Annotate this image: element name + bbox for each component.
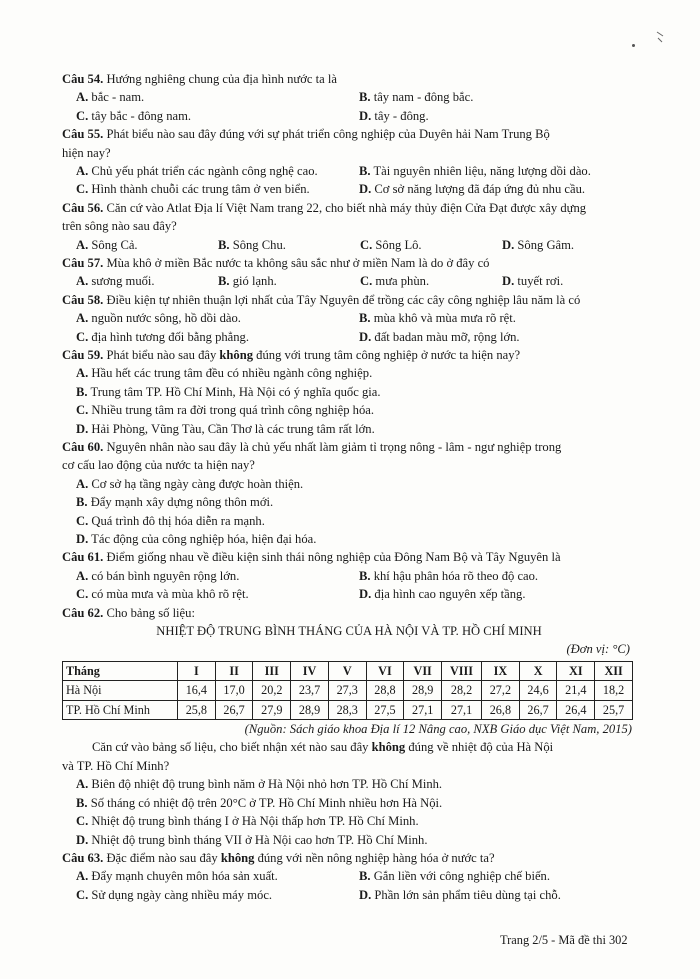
option-c[interactable]: C. Quá trình đô thị hóa diễn ra mạnh.	[76, 513, 265, 528]
options-row	[62, 886, 636, 904]
exam-page	[62, 70, 636, 904]
option-b[interactable]: B. khí hậu phân hóa rõ theo độ cao.	[359, 568, 539, 583]
question-stem: Nguyên nhân nào sau đây là chủ yếu nhất làm giảm tỉ trọng nông - lâm - ngư nghiệp trong	[103, 440, 562, 454]
row-label: TP. Hồ Chí Minh	[63, 700, 178, 719]
option-d[interactable]: D. tuyết rơi.	[502, 274, 564, 289]
option-d[interactable]: D. tây - đông.	[359, 108, 429, 123]
question-54	[62, 70, 636, 88]
table-header-row	[63, 661, 633, 680]
option-b[interactable]: B. Tài nguyên nhiên liệu, năng lượng dồi dào.	[359, 164, 591, 178]
question-stem: Hướng nghiêng chung của địa hình nước ta là	[103, 72, 337, 86]
keyword-not: không	[220, 850, 255, 865]
table-cell: 26,8	[482, 700, 520, 719]
option-d[interactable]: D. địa hình cao nguyên xếp tầng.	[359, 587, 526, 602]
keyword-not: không	[371, 740, 406, 755]
header-cell: V	[328, 661, 366, 680]
question-stem: Căn cứ vào Atlat Địa lí Việt Nam trang 22, cho biết nhà máy thủy điện Cửa Đạt được xây dựng	[103, 200, 587, 215]
question-61	[62, 548, 636, 566]
question-ask: Căn cứ vào bảng số liệu, cho biết nhận xét nào sau đây không đúng về nhiệt độ của Hà Nội	[92, 740, 554, 755]
question-56	[62, 199, 636, 217]
question-number: Câu 58.	[62, 292, 104, 307]
question-number: Câu 55.	[62, 127, 104, 142]
option-b[interactable]: B. Trung tâm TP. Hồ Chí Minh, Hà Nội có ý nghĩa quốc gia.	[76, 384, 381, 399]
option-a[interactable]: A. nguồn nước sông, hồ dồi dào.	[76, 311, 241, 326]
options-row	[62, 107, 636, 125]
option-c[interactable]: C. địa hình tương đối bằng phẳng.	[76, 329, 249, 344]
options-row	[62, 867, 636, 885]
question-stem: Điều kiện tự nhiên thuận lợi nhất của Tây Nguyên để trồng các cây công nghiệp lâu năm là có	[103, 292, 581, 307]
header-cell: III	[253, 661, 291, 680]
option-d[interactable]: D. Sông Gâm.	[502, 237, 575, 252]
option-c[interactable]: C. có mùa mưa và mùa khô rõ rệt.	[76, 587, 249, 602]
option-d[interactable]: D. đất badan màu mỡ, rộng lớn.	[359, 329, 520, 344]
question-number: Câu 57.	[62, 255, 104, 270]
option-d[interactable]: D. Hải Phòng, Vũng Tàu, Cần Thơ là các trung tâm rất lớn.	[76, 421, 375, 436]
options-row	[62, 180, 636, 198]
question-stem-cont: hiện nay?	[62, 145, 111, 160]
table-cell: 16,4	[178, 681, 216, 700]
option-a[interactable]: A. Biên độ nhiệt độ trung bình năm ở Hà Nội nhỏ hơn TP. Hồ Chí Minh.	[76, 777, 443, 792]
table-row	[63, 681, 633, 700]
option-a[interactable]: A. Đẩy mạnh chuyên môn hóa sản xuất.	[76, 869, 278, 884]
table-cell: 27,5	[366, 700, 404, 719]
option-b[interactable]: B. gió lạnh.	[218, 274, 277, 289]
option-d[interactable]: D. Tác động của công nghiệp hóa, hiện đại hóa.	[76, 532, 317, 547]
option-a[interactable]: A. bắc - nam.	[76, 90, 145, 105]
table-cell: 27,3	[328, 681, 366, 700]
page-footer: Trang 2/5 - Mã đề thi 302	[500, 933, 628, 947]
options-row	[62, 272, 636, 290]
question-number: Câu 62.	[62, 605, 104, 620]
option-a[interactable]: A. Cơ sở hạ tầng ngày càng được hoàn thiện.	[76, 476, 304, 491]
options-row	[62, 236, 636, 254]
temperature-table	[62, 661, 633, 720]
table-cell: 27,1	[404, 700, 442, 719]
table-cell: 28,8	[366, 681, 404, 700]
question-stem-cont: cơ cấu lao động của nước ta hiện nay?	[62, 458, 255, 473]
question-number: Câu 56.	[62, 200, 104, 215]
options-row	[62, 309, 636, 327]
table-source: (Nguồn: Sách giáo khoa Địa lí 12 Nâng cao, NXB Giáo dục Việt Nam, 2015)	[244, 722, 632, 737]
keyword-not: không	[219, 347, 254, 362]
table-cell: 26,7	[519, 700, 557, 719]
question-57	[62, 254, 636, 272]
table-row	[63, 700, 633, 719]
question-63	[62, 849, 636, 867]
question-62	[62, 604, 636, 622]
option-a[interactable]: A. Chủ yếu phát triển các ngành công nghệ cao.	[76, 164, 318, 178]
table-cell: 24,6	[519, 681, 557, 700]
table-cell: 27,2	[482, 681, 520, 700]
table-title: NHIỆT ĐỘ TRUNG BÌNH THÁNG CỦA HÀ NỘI VÀ TP. HỒ CHÍ MINH	[156, 624, 542, 639]
option-d[interactable]: D. Phần lớn sản phẩm tiêu dùng tại chỗ.	[359, 887, 561, 902]
table-cell: 27,1	[442, 700, 482, 719]
table-cell: 20,2	[253, 681, 291, 700]
option-a[interactable]: A. Hầu hết các trung tâm đều có nhiều ngành công nghiệp.	[76, 366, 373, 381]
question-stem-pre: Phát biểu nào sau đây	[103, 347, 220, 362]
question-stem: Điểm giống nhau về điều kiện sinh thái nông nghiệp của Đông Nam Bộ và Tây Nguyên là	[103, 550, 561, 565]
question-stem: Cho bảng số liệu:	[103, 605, 195, 620]
table-unit: (Đơn vị: °C)	[566, 642, 630, 657]
table-cell: 28,2	[442, 681, 482, 700]
header-cell: XII	[595, 661, 633, 680]
header-cell: X	[519, 661, 557, 680]
table-cell: 21,4	[557, 681, 595, 700]
question-59	[62, 346, 636, 364]
option-b[interactable]: B. Sông Chu.	[218, 237, 286, 252]
question-stem-cont: và TP. Hồ Chí Minh?	[62, 758, 170, 773]
option-c[interactable]: C. Sông Lô.	[360, 237, 422, 252]
option-d[interactable]: D. Nhiệt độ trung bình tháng VII ở Hà Nội cao hơn TP. Hồ Chí Minh.	[76, 832, 428, 847]
table-cell: 17,0	[215, 681, 253, 700]
question-stem-cont: trên sông nào sau đây?	[62, 219, 177, 234]
table-cell: 27,9	[253, 700, 291, 719]
header-cell: I	[178, 661, 216, 680]
option-d[interactable]: D. Cơ sở năng lượng đã đáp ứng đủ nhu cầu.	[359, 182, 586, 197]
options-row	[62, 585, 636, 603]
option-c[interactable]: C. mưa phùn.	[360, 274, 430, 289]
option-b[interactable]: B. tây nam - đông bắc.	[359, 90, 474, 105]
table-cell: 18,2	[595, 681, 633, 700]
option-c[interactable]: C. Sử dụng ngày càng nhiều máy móc.	[76, 887, 273, 902]
option-c[interactable]: C. Hình thành chuỗi các trung tâm ở ven biển.	[76, 182, 310, 197]
header-cell: IX	[482, 661, 520, 680]
header-cell: II	[215, 661, 253, 680]
options-row	[62, 162, 636, 180]
option-c[interactable]: C. tây bắc - đông nam.	[76, 108, 192, 123]
header-cell: VIII	[442, 661, 482, 680]
question-60	[62, 438, 636, 456]
option-c[interactable]: C. Nhiệt độ trung bình tháng I ở Hà Nội thấp hơn TP. Hồ Chí Minh.	[76, 814, 419, 829]
option-b[interactable]: B. Đẩy mạnh xây dựng nông thôn mới.	[76, 495, 274, 510]
question-stem: Phát biểu nào sau đây đúng với sự phát triển công nghiệp của Duyên hải Nam Trung Bộ	[103, 127, 550, 142]
table-cell: 26,7	[215, 700, 253, 719]
option-a[interactable]: A. Sông Cả.	[76, 237, 138, 252]
row-label: Hà Nội	[63, 681, 178, 700]
question-55	[62, 125, 636, 143]
header-cell: IV	[291, 661, 329, 680]
question-stem-post: đúng với nền nông nghiệp hàng hóa ở nước ta?	[254, 850, 495, 865]
header-cell: VI	[366, 661, 404, 680]
option-b[interactable]: B. mùa khô và mùa mưa rõ rệt.	[359, 311, 516, 326]
table-cell: 25,7	[595, 700, 633, 719]
options-row	[62, 88, 636, 106]
options-row	[62, 328, 636, 346]
question-number: Câu 54.	[62, 72, 104, 86]
scan-dot	[632, 44, 635, 47]
options-row	[62, 567, 636, 585]
option-a[interactable]: A. sương muối.	[76, 274, 155, 289]
table-cell: 28,9	[404, 681, 442, 700]
question-number: Câu 61.	[62, 550, 104, 565]
header-cell: VII	[404, 661, 442, 680]
table-cell: 26,4	[557, 700, 595, 719]
question-number: Câu 63.	[62, 850, 104, 865]
question-stem-pre: Đặc điểm nào sau đây	[103, 850, 221, 865]
question-stem: Mùa khô ở miền Bắc nước ta không sâu sắc như ở miền Nam là do ở đây có	[103, 255, 490, 270]
header-cell: XI	[557, 661, 595, 680]
question-number: Câu 59.	[62, 347, 104, 362]
option-c[interactable]: C. Nhiều trung tâm ra đời trong quá trình công nghiệp hóa.	[76, 403, 375, 418]
scan-mark-icon	[655, 30, 665, 44]
header-cell: Tháng	[63, 661, 178, 680]
table-cell: 28,9	[291, 700, 329, 719]
question-stem-post: đúng với trung tâm công nghiệp ở nước ta hiện nay?	[253, 347, 521, 362]
table-cell: 23,7	[291, 681, 329, 700]
option-b[interactable]: B. Số tháng có nhiệt độ trên 20°C ở TP. Hồ Chí Minh nhiều hơn Hà Nội.	[76, 795, 443, 810]
table-cell: 25,8	[178, 700, 216, 719]
option-a[interactable]: A. có bán bình nguyên rộng lớn.	[76, 568, 240, 583]
question-58	[62, 291, 636, 309]
table-cell: 28,3	[328, 700, 366, 719]
option-b[interactable]: B. Gắn liền với công nghiệp chế biến.	[359, 869, 550, 884]
question-number: Câu 60.	[62, 440, 104, 454]
